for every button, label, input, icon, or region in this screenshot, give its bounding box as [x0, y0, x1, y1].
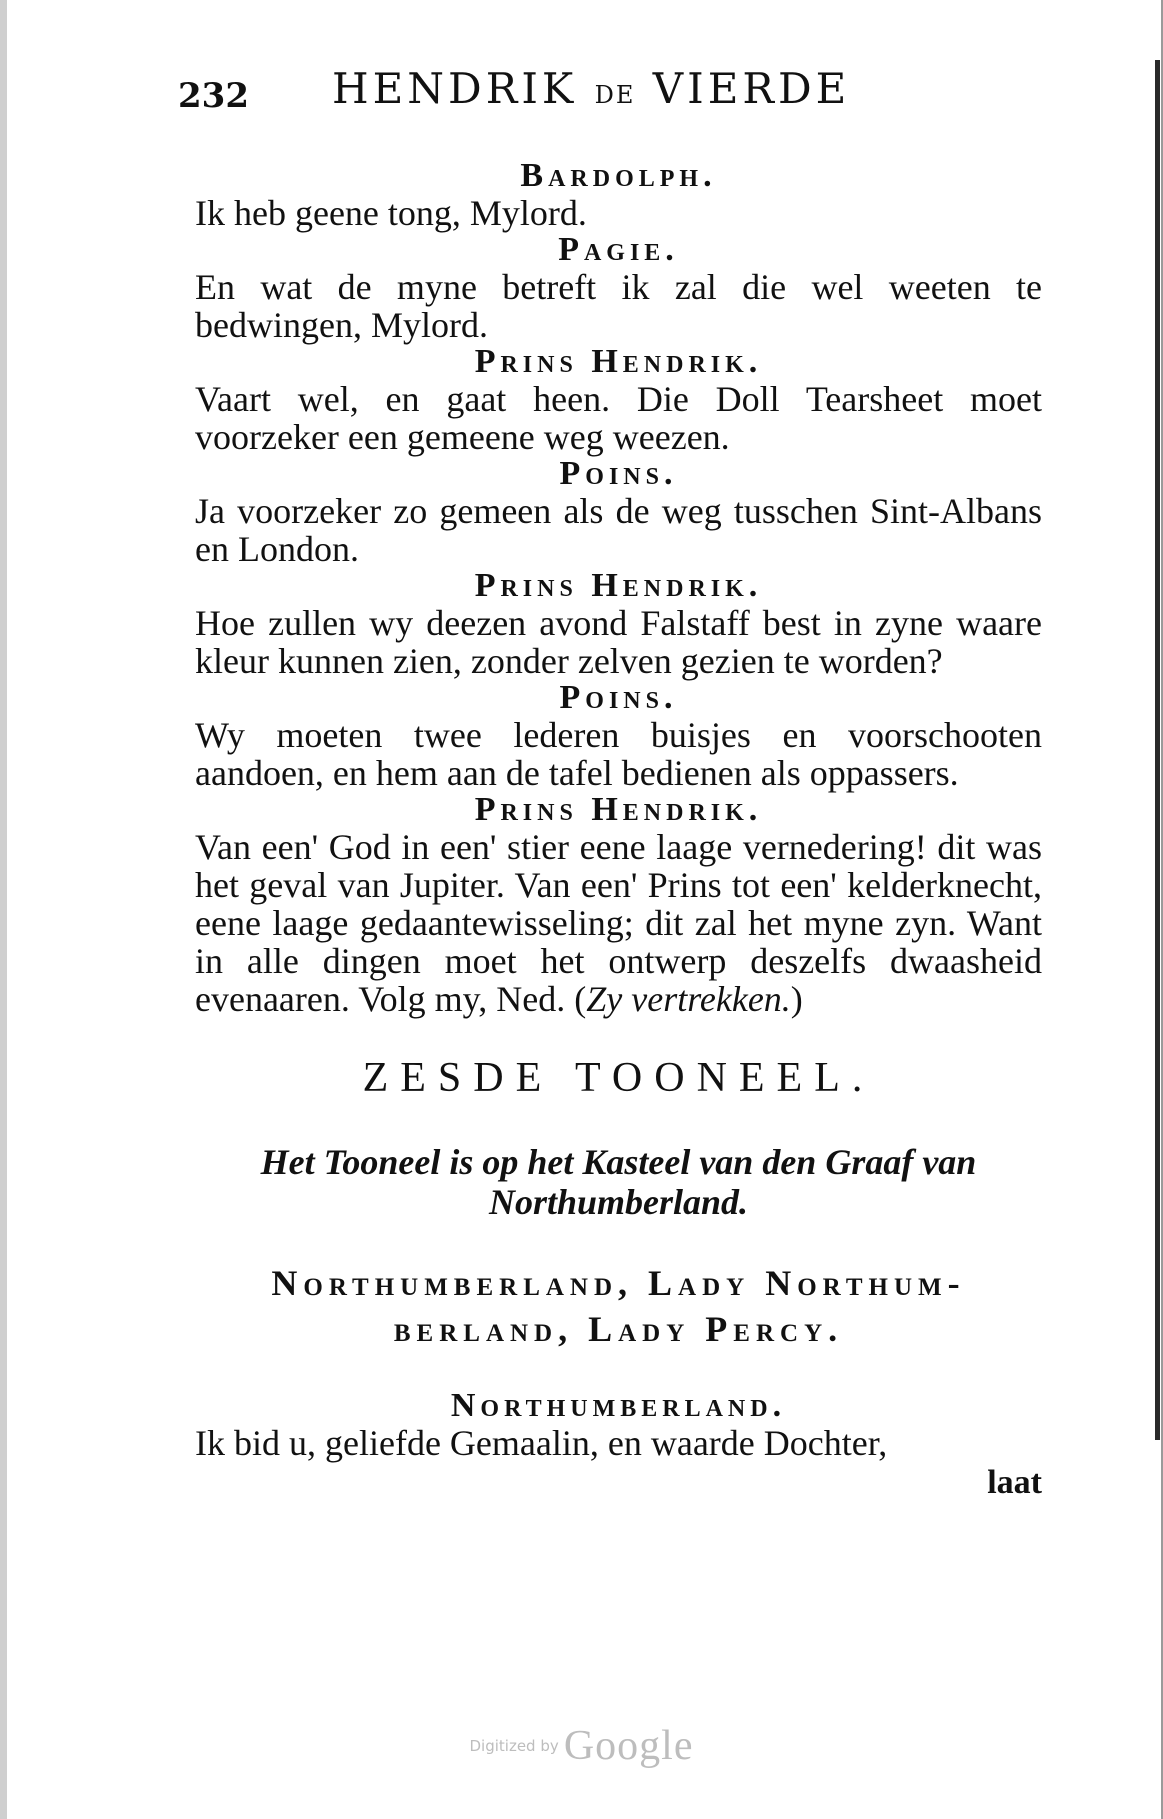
page-edge-left: [0, 0, 7, 1819]
scene-setting: Het Tooneel is op het Kasteel van den Graaf van Northumberland.: [260, 1142, 977, 1222]
google-logo: Google: [563, 1723, 694, 1769]
page-header: [178, 64, 1038, 124]
digitized-watermark: [0, 1722, 1163, 1770]
speech-text: Ik bid u, geliefde Gemaalin, en waarde Dochter,: [195, 1423, 888, 1463]
speaker-name: Poins.: [559, 455, 678, 492]
speaker-name: Poins.: [559, 679, 678, 716]
speaker-name: Prins Hendrik.: [474, 567, 763, 604]
speaker-name: Prins Hendrik.: [474, 791, 763, 828]
speech-text: Ja voorzeker zo gemeen als de weg tusschen Sint-Albans en London.: [195, 491, 1042, 569]
speech-text: En wat de myne betreft ik zal die wel weeten te bedwingen, Mylord.: [195, 267, 1042, 345]
speech-lines: Van een' God in een' stier eene laage vernedering! dit was het geval van Jupiter. Van een' Prins tot een' kelderknecht, eene laage gedaantewisseling; dit zal het myne zyn. Want in alle dingen moet het ontwerp deszelfs dwaasheid evenaaren. Volg my, Ned.: [195, 827, 1042, 1019]
catchword: laat: [987, 1464, 1042, 1501]
cast-line: Northumberland, Lady Northum-: [271, 1263, 966, 1303]
speaker-name: Bardolph.: [520, 157, 717, 194]
running-title-part-2: VIERDE: [652, 64, 851, 113]
page-body: [195, 158, 1042, 1502]
speaker-name: Prins Hendrik.: [474, 343, 763, 380]
page-edge-right: [1155, 60, 1160, 1440]
running-title: [332, 64, 850, 113]
stage-direction-open: (: [574, 979, 587, 1019]
speech-text: Ik heb geene tong, Mylord.: [195, 193, 587, 233]
running-title-part-1: HENDRIK: [332, 64, 578, 113]
speech-text: Vaart wel, en gaat heen. Die Doll Tearsheet moet voorzeker een gemeene weg weezen.: [195, 379, 1042, 457]
stage-direction-close: ): [790, 979, 803, 1019]
cast-line: berland, Lady Percy.: [393, 1309, 844, 1349]
watermark-prefix: Digitized by: [469, 1737, 559, 1755]
speech-text: Wy moeten twee lederen buisjes en voorschooten aandoen, en hem aan de tafel bedienen als oppassers.: [195, 715, 1042, 793]
running-title-small: DE: [594, 81, 636, 109]
scene-title: ZESDE TOONEEL.: [362, 1055, 875, 1101]
page-number: 232: [178, 76, 249, 116]
speech-text: Hoe zullen wy deezen avond Falstaff best in zyne waare kleur kunnen zien, zonder zelven gezien te worden?: [195, 603, 1042, 681]
stage-direction: Zy vertrekken.: [586, 979, 791, 1019]
speaker-name: Pagie.: [558, 231, 679, 268]
speaker-name: Northumberland.: [450, 1387, 787, 1424]
cast-list: [195, 1260, 1042, 1352]
speech-text: [195, 828, 1042, 1018]
